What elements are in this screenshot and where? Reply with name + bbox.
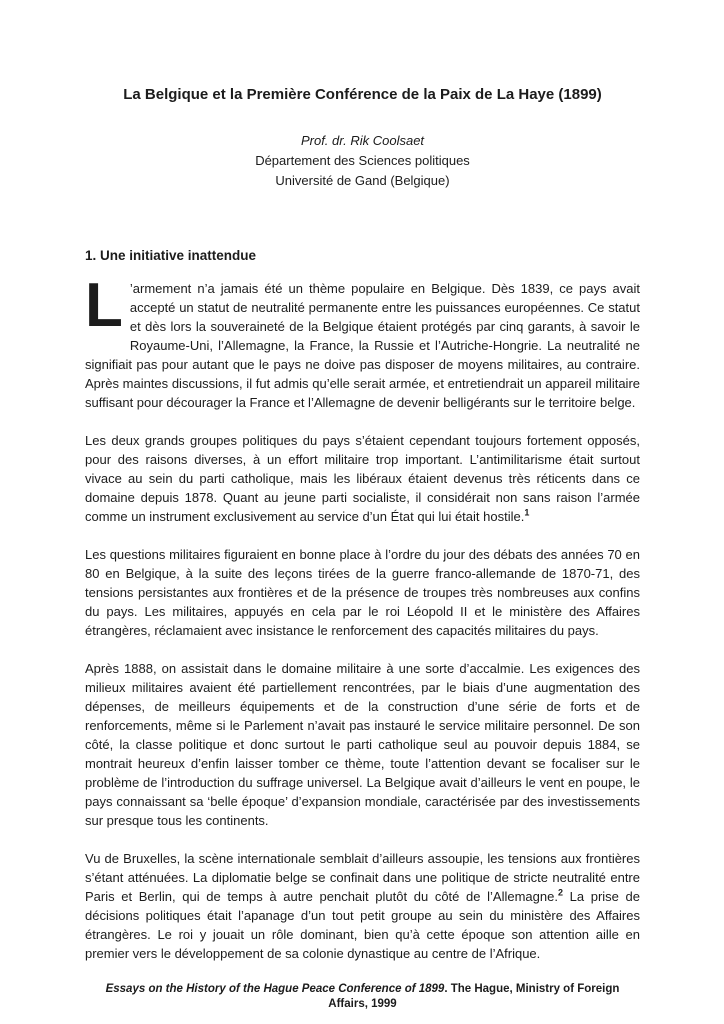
paragraph-5-text-a: Vu de Bruxelles, la scène internationale semblait d’ailleurs assoupie, les tensions aux frontières s’étant atténuées. La diplomatie belge se confinait dans une politique de stricte neutralité entre Paris et Berlin, qui de temps à autre penchait plutôt du côté de l’Allemagne.: [85, 851, 640, 904]
paragraph-1-text: ’armement n’a jamais été un thème populaire en Belgique. Dès 1839, ce pays avait accepté un statut de neutralité permanente entre les puissances européennes. Ce statut et dès lors la souveraineté de la Belgique étaient protégés par cinq garants, à savoir le Royaume-Uni, l’Allemagne, la France, la Russie et l’Autriche-Hongrie. La neutralité ne signifiait pas pour autant que le pays ne doive pas disposer de moyens militaires, au contraire. Après maintes discussions, il fut admis qu’elle serait armée, et entretiendrait un appareil militaire suffisant pour décourager la France et l’Allemagne de devenir belligérants sur le territoire belge.: [85, 281, 640, 410]
document-title: La Belgique et la Première Conférence de la Paix de La Haye (1899): [123, 86, 602, 103]
footer-work-title: Essays on the History of the Hague Peace Conference of 1899: [105, 983, 445, 995]
footnote-ref-1: 1: [524, 507, 530, 518]
paragraph-5: [85, 849, 640, 963]
author-department: Département des Sciences politiques: [255, 153, 470, 168]
footnote-ref-2: 2: [557, 887, 563, 898]
footer-citation: [85, 982, 640, 1012]
author-name: Prof. dr. Rik Coolsaet: [300, 133, 425, 148]
paragraph-5-text-b: La prise de décisions politiques était l’apanage d’un tout petit groupe au sein du ministère des Affaires étrangères. Le roi y jouait un rôle dominant, bien qu’à cette époque son attention aille en premier vers le développement de sa colonie dynastique au centre de l’Afrique.: [85, 889, 641, 961]
author-university: Université de Gand (Belgique): [275, 173, 450, 188]
dropcap-letter: L: [85, 271, 123, 340]
paragraph-2: [85, 431, 640, 526]
author-block: [85, 131, 640, 191]
footer-publisher: . The Hague, Ministry of Foreign Affairs, 1999: [328, 983, 620, 1010]
paragraph-2-text: Les deux grands groupes politiques du pays s’étaient cependant toujours fortement opposés, pour des raisons diverses, à un effort militaire trop important. L’antimilitarisme était surtout vivace au sein du parti catholique, mais les libéraux étaient devenus très réticents dans ce domaine depuis 1878. Quant au jeune parti socialiste, il considérait non sans raison l’armée comme un instrument exclusivement au service d’un État qui lui était hostile.: [85, 433, 640, 524]
paragraph-1: [85, 271, 640, 412]
paragraph-4: Après 1888, on assistait dans le domaine militaire à une sorte d’accalmie. Les exigences des milieux militaires avaient été partiellement rencontrées, par le biais d’une augmentation des dépenses, de meilleurs équipements et de la construction d’une série de forts et de renforcements, même si le Parlement n’avait pas instauré le service militaire personnel. De son côté, la classe politique et donc surtout le parti catholique seul au pouvoir depuis 1884, se montrait heureux d’enfin laisser tomber ce thème, toute l’attention devant se focaliser sur le problème de l’introduction du suffrage universel. La Belgique avait d’ailleurs le vent en poupe, le pays connaissant sa ‘belle époque’ d’expansion mondiale, caractérisée par des investissements sur presque tous les continents.: [85, 661, 640, 828]
paragraph-3: Les questions militaires figuraient en bonne place à l’ordre du jour des débats des années 70 en 80 en Belgique, à la suite des leçons tirées de la guerre franco-allemande de 1870-71, des tensions persistantes aux frontières et de la présence de troupes très nombreuses aux confins du pays. Les militaires, appuyés en cela par le roi Léopold II et le ministère des Affaires étrangères, réclamaient avec insistance le renforcement des capacités militaires du pays.: [85, 547, 640, 638]
section-heading: 1. Une initiative inattendue: [85, 248, 257, 263]
